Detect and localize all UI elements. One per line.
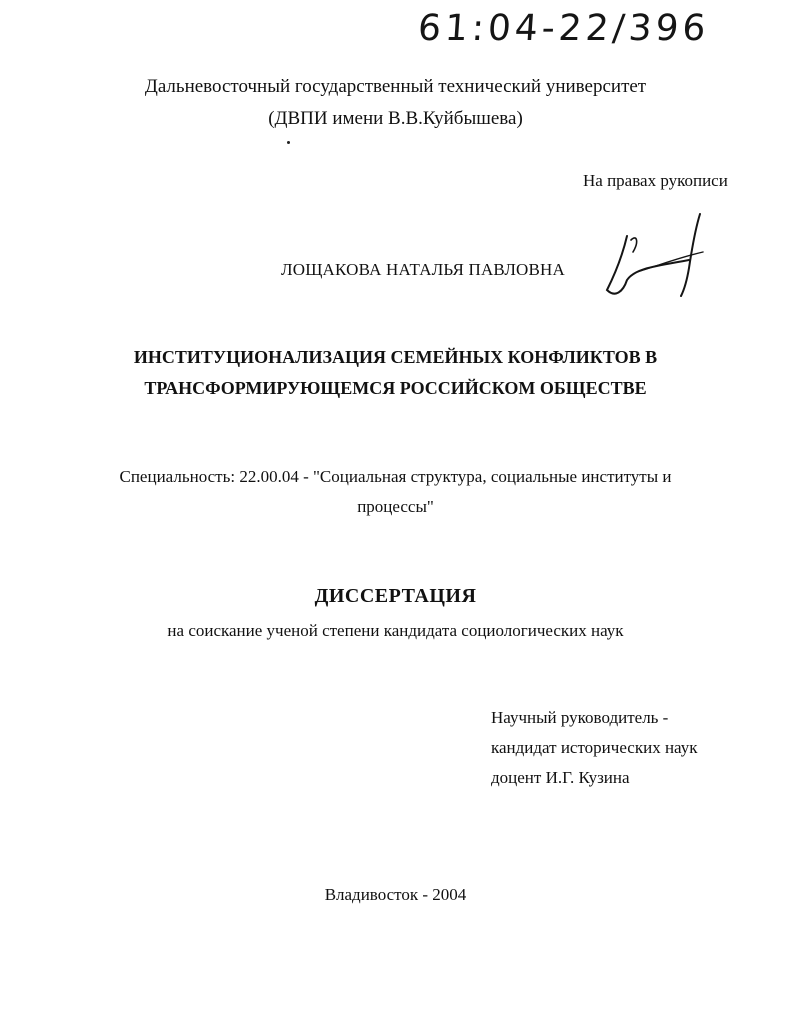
- document-type: ДИССЕРТАЦИЯ: [314, 585, 477, 607]
- city-year: Владивосток - 2004: [324, 885, 467, 904]
- archive-code-handwritten: 61:04-22/396: [416, 8, 711, 49]
- specialty-line-1: Специальность: 22.00.04 - "Социальная структура, социальные институты и: [119, 467, 672, 486]
- author-name: ЛОЩАКОВА НАТАЛЬЯ ПАВЛОВНА: [281, 260, 566, 279]
- degree-description: на соискание ученой степени кандидата социологических наук: [167, 621, 624, 640]
- university-short-name: (ДВПИ имени В.В.Куйбышева): [268, 108, 523, 129]
- dissertation-title-line-2: ТРАНСФОРМИРУЮЩЕМСЯ РОССИЙСКОМ ОБЩЕСТВЕ: [144, 378, 647, 398]
- dissertation-title-line-1: ИНСТИТУЦИОНАЛИЗАЦИЯ СЕМЕЙНЫХ КОНФЛИКТОВ В: [133, 347, 658, 367]
- specialty-line-2: процессы": [357, 497, 434, 516]
- scan-dot: [287, 141, 290, 144]
- rights-note: На правах рукописи: [583, 171, 728, 190]
- supervisor-degree: кандидат исторических наук: [491, 738, 698, 757]
- supervisor-label: Научный руководитель -: [491, 708, 669, 727]
- signature-icon: [597, 208, 712, 306]
- supervisor-name: доцент И.Г. Кузина: [491, 768, 630, 787]
- university-name: Дальневосточный государственный технический университет: [144, 76, 647, 97]
